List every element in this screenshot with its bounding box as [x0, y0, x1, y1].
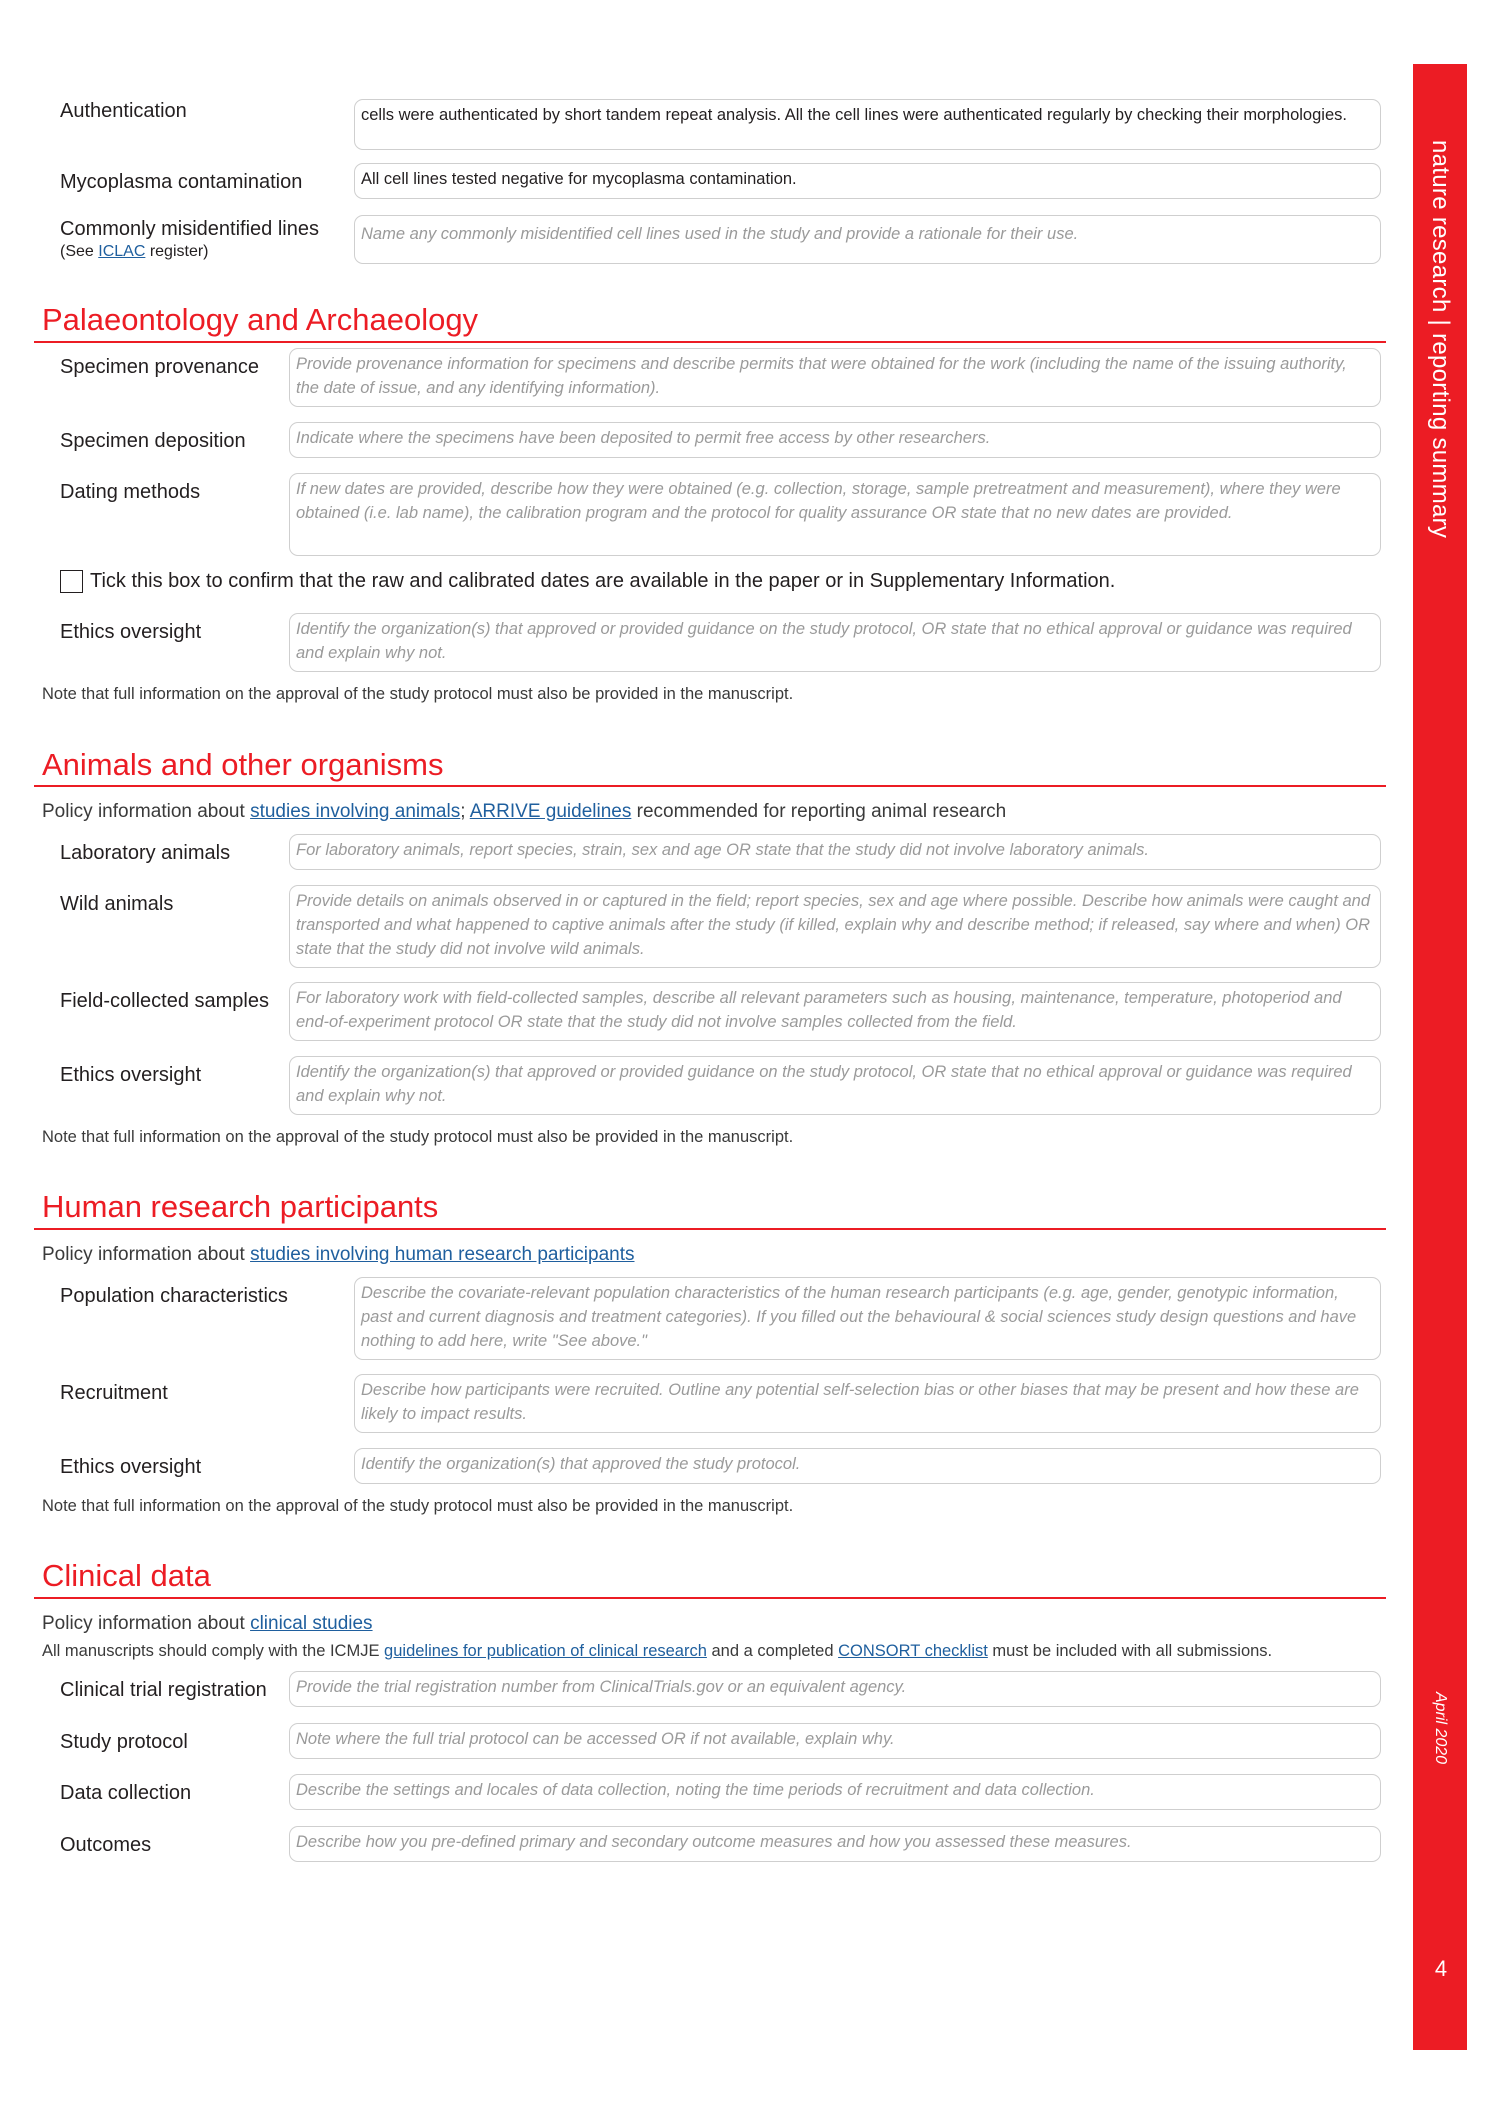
studies-involving-humans-link[interactable]: studies involving human research participants: [250, 1244, 635, 1265]
deposition-field[interactable]: Indicate where the specimens have been deposited to permit free access by other researchers.: [289, 422, 1381, 458]
authentication-label: Authentication: [60, 100, 187, 122]
iclac-link[interactable]: ICLAC: [98, 243, 146, 260]
animals-policy: Policy information about studies involving animals; ARRIVE guidelines recommended for reporting animal research: [42, 801, 1007, 822]
dating-field[interactable]: If new dates are provided, describe how they were obtained (e.g. collection, storage, sample pretreatment and measurement), where they were obtained (i.e. lab name), the calibration program and the protocol for quality assurance OR state that no new dates are provided.: [289, 473, 1381, 556]
section-rule: [34, 785, 1386, 787]
recruitment-field[interactable]: Describe how participants were recruited. Outline any potential self-selection bias or other biases that may be present and how these are likely to impact results.: [354, 1374, 1381, 1433]
page-number: 4: [1434, 1956, 1448, 1981]
dating-label: Dating methods: [60, 481, 201, 503]
human-note: Note that full information on the approval of the study protocol must also be provided in the manuscript.: [42, 1497, 794, 1515]
palaeo-ethics-label: Ethics oversight: [60, 621, 202, 643]
mycoplasma-field[interactable]: All cell lines tested negative for mycoplasma contamination.: [354, 163, 1381, 199]
trial-registration-label: Clinical trial registration: [60, 1679, 267, 1701]
section-heading-animals: Animals and other organisms: [42, 747, 444, 782]
field-samples-field[interactable]: For laboratory work with field-collected samples, describe all relevant parameters such as housing, maintenance, temperature, photoperiod and end-of-experiment protocol OR state that the study did not involve samples collected from the field.: [289, 982, 1381, 1041]
consort-checklist-link[interactable]: CONSORT checklist: [838, 1642, 988, 1660]
recruitment-label: Recruitment: [60, 1382, 168, 1404]
dates-confirmation-row: [60, 570, 1115, 593]
field-samples-label: Field-collected samples: [60, 990, 269, 1012]
sidebar-date: April 2020: [1432, 1692, 1449, 1765]
clinical-guidelines-link[interactable]: guidelines for publication of clinical research: [384, 1642, 707, 1660]
misidentified-label: Commonly misidentified lines: [60, 218, 319, 240]
section-rule: [34, 1228, 1386, 1230]
iclac-note: (See ICLAC register): [60, 243, 209, 260]
arrive-guidelines-link[interactable]: ARRIVE guidelines: [469, 801, 632, 822]
section-heading-palaeontology: Palaeontology and Archaeology: [42, 302, 479, 337]
palaeo-ethics-field[interactable]: Identify the organization(s) that approved or provided guidance on the study protocol, OR state that no ethical approval or guidance was required and explain why not.: [289, 613, 1381, 672]
clinical-policy: Policy information about clinical studies: [42, 1613, 373, 1634]
human-policy: Policy information about studies involving human research participants: [42, 1244, 635, 1265]
study-protocol-label: Study protocol: [60, 1731, 188, 1753]
animals-ethics-field[interactable]: Identify the organization(s) that approved or provided guidance on the study protocol, OR state that no ethical approval or guidance was required and explain why not.: [289, 1056, 1381, 1115]
data-collection-field[interactable]: Describe the settings and locales of data collection, noting the time periods of recruitment and data collection.: [289, 1774, 1381, 1810]
sidebar-title: nature research | reporting summary: [1427, 140, 1454, 539]
section-heading-clinical: Clinical data: [42, 1558, 211, 1593]
animals-ethics-label: Ethics oversight: [60, 1064, 202, 1086]
dates-confirmation-text: Tick this box to confirm that the raw and calibrated dates are available in the paper or in Supplementary Information.: [90, 570, 1116, 592]
lab-animals-label: Laboratory animals: [60, 842, 231, 864]
authentication-field[interactable]: cells were authenticated by short tandem repeat analysis. All the cell lines were authenticated regularly by checking their morphologies.: [354, 99, 1381, 150]
deposition-label: Specimen deposition: [60, 430, 246, 452]
data-collection-label: Data collection: [60, 1782, 192, 1804]
palaeo-note: Note that full information on the approval of the study protocol must also be provided in the manuscript.: [42, 685, 794, 703]
section-heading-human: Human research participants: [42, 1189, 439, 1224]
section-rule: [34, 341, 1386, 343]
animals-note: Note that full information on the approval of the study protocol must also be provided in the manuscript.: [42, 1128, 794, 1146]
clinical-studies-link[interactable]: clinical studies: [250, 1613, 373, 1634]
section-rule: [34, 1597, 1386, 1599]
outcomes-label: Outcomes: [60, 1834, 152, 1856]
provenance-label: Specimen provenance: [60, 356, 260, 378]
study-protocol-field[interactable]: Note where the full trial protocol can be accessed OR if not available, explain why.: [289, 1723, 1381, 1759]
trial-registration-field[interactable]: Provide the trial registration number from ClinicalTrials.gov or an equivalent agency.: [289, 1671, 1381, 1707]
dates-confirmation-checkbox[interactable]: [60, 570, 83, 593]
clinical-manuscripts-note: All manuscripts should comply with the ICMJE guidelines for publication of clinical research and a completed CONSORT checklist must be included with all submissions.: [42, 1642, 1273, 1660]
provenance-field[interactable]: Provide provenance information for specimens and describe permits that were obtained for the work (including the name of the issuing authority, the date of issue, and any identifying information).: [289, 348, 1381, 407]
population-field[interactable]: Describe the covariate-relevant population characteristics of the human research participants (e.g. age, gender, genotypic information, past and current diagnosis and treatment categories). If you filled out the behavioural & social sciences study design questions and have nothing to add here, write "See above.": [354, 1277, 1381, 1360]
misidentified-field[interactable]: Name any commonly misidentified cell lines used in the study and provide a rationale for their use.: [354, 215, 1381, 264]
human-ethics-label: Ethics oversight: [60, 1456, 202, 1478]
outcomes-field[interactable]: Describe how you pre-defined primary and secondary outcome measures and how you assessed these measures.: [289, 1826, 1381, 1862]
wild-animals-label: Wild animals: [60, 893, 174, 915]
mycoplasma-label: Mycoplasma contamination: [60, 171, 303, 193]
wild-animals-field[interactable]: Provide details on animals observed in or captured in the field; report species, sex and age where possible. Describe how animals were caught and transported and what happened to captive animals after the study (if killed, explain why and describe method; if released, say where and when) OR state that the study did not involve wild animals.: [289, 885, 1381, 968]
population-label: Population characteristics: [60, 1285, 288, 1307]
studies-involving-animals-link[interactable]: studies involving animals: [250, 801, 461, 822]
human-ethics-field[interactable]: Identify the organization(s) that approved the study protocol.: [354, 1448, 1381, 1484]
lab-animals-field[interactable]: For laboratory animals, report species, strain, sex and age OR state that the study did not involve laboratory animals.: [289, 834, 1381, 870]
